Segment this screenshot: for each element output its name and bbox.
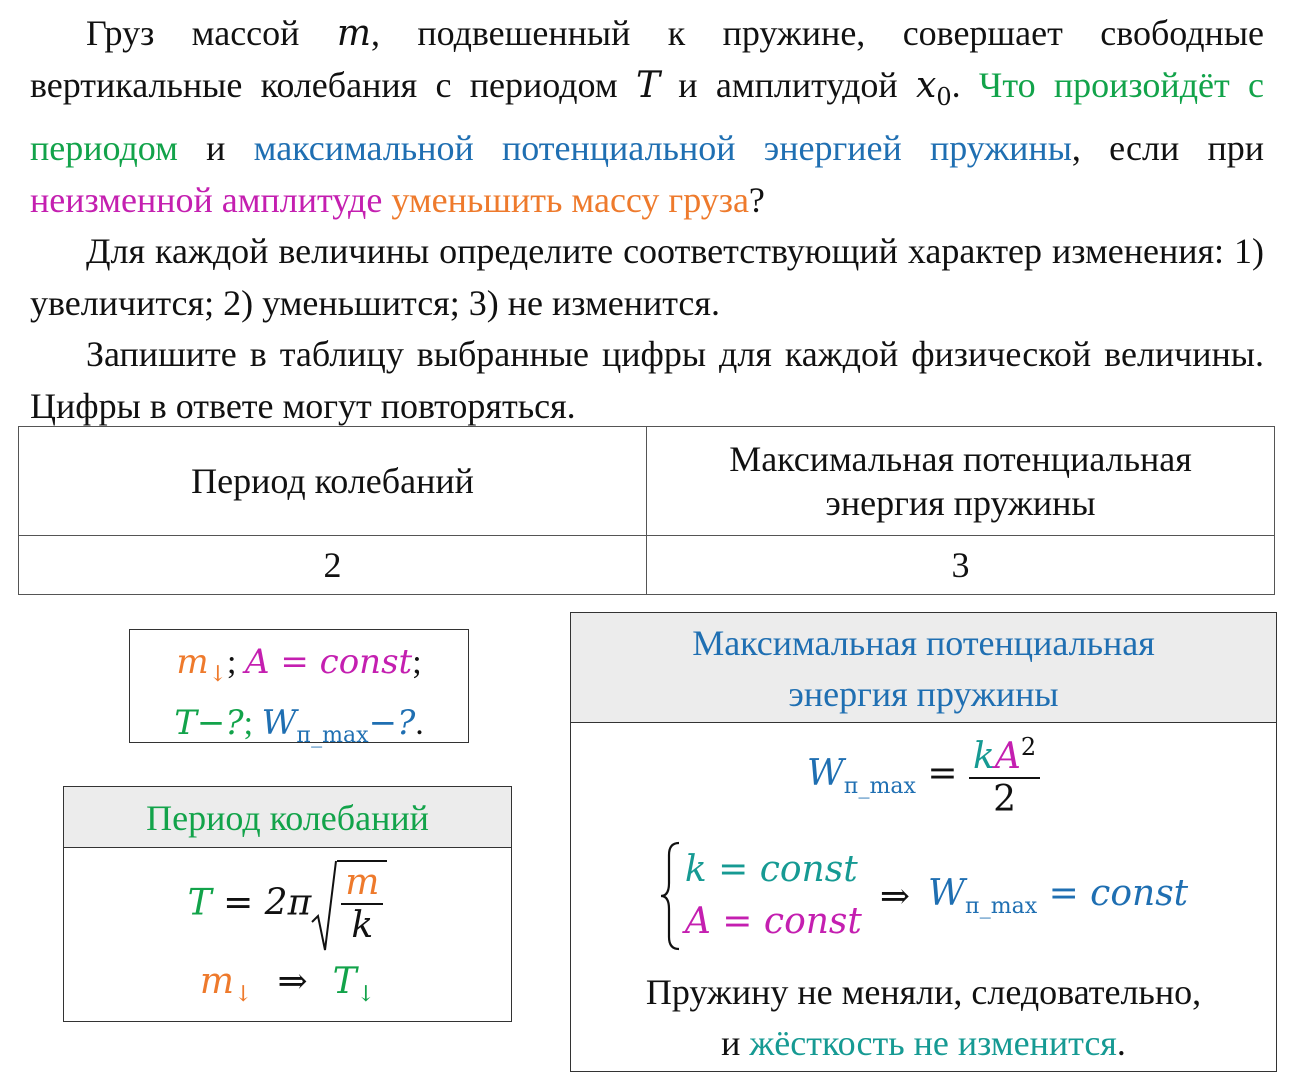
given-energy-unknown: [261, 702, 416, 748]
conclusion-line2: [571, 1018, 1276, 1069]
mass-symbol: m: [336, 13, 371, 54]
left-brace-icon: [659, 841, 681, 951]
energy-base: W: [928, 872, 966, 914]
text-segment: , если при: [1071, 128, 1265, 169]
answer-table: [18, 426, 1275, 595]
header-energy-line1: Максимальная потенциальная: [729, 439, 1192, 479]
header-energy: [647, 427, 1275, 536]
given-amplitude-const: A = const: [245, 642, 413, 682]
text-segment: [382, 180, 391, 220]
problem-paragraph-2: Для каждой величины определите соответствующий характер изменения: 1) увеличится; 2) уменьшится; 3) не изменится.: [30, 231, 1264, 323]
equals-sign: =: [915, 752, 970, 794]
table-row: [19, 536, 1275, 595]
two-pi: = 2π: [211, 882, 312, 924]
text-segment: ?: [748, 179, 765, 220]
energy-box-body: [571, 723, 1276, 1069]
implies-arrow-icon: ⇒: [879, 876, 911, 916]
implies-arrow-icon: ⇒: [277, 961, 308, 1001]
text-segment: Груз массой: [86, 13, 337, 53]
mass-over-stiffness: [341, 862, 383, 946]
table-header-row: [19, 427, 1275, 536]
energy-title-line1: Максимальная потенциальная: [692, 623, 1155, 663]
given-mass: [176, 642, 228, 687]
separator: ;: [243, 704, 262, 742]
energy-formula: [571, 733, 1276, 820]
sqrt-symbol: [311, 860, 387, 952]
energy-fraction: [969, 733, 1040, 820]
amplitude-symbol: A: [994, 736, 1021, 777]
amplitude-subscript: 0: [936, 82, 952, 111]
down-arrow-icon: ↓: [234, 982, 253, 1008]
text-segment: , подвешенный к пружине, совершает свободные вертикальные колебания с периодом: [30, 13, 1264, 105]
amplitude-symbol: [916, 64, 952, 111]
fraction-numerator: m: [345, 862, 380, 903]
period-decrease: [332, 961, 376, 1008]
energy-symbol: [806, 752, 916, 799]
energy-unknown-mark: −?: [368, 702, 416, 743]
fraction-denominator: 2: [969, 777, 1040, 820]
energy-subscript: п_max: [296, 722, 369, 748]
constants-system: [571, 841, 1276, 951]
condition-amplitude: неизменной амплитуде: [30, 179, 383, 220]
separator: ;: [227, 644, 245, 681]
separator: ;: [412, 644, 422, 681]
constants-list: [685, 844, 862, 948]
text-segment: .: [1116, 1023, 1126, 1063]
mass-decrease: [199, 961, 253, 1008]
problem-paragraph-3: Запишите в таблицу выбранные цифры для каждой физической величины. Цифры в ответе могут повторяться.: [30, 334, 1264, 426]
energy-symbol: W: [261, 702, 297, 743]
answer-period: 2: [19, 536, 647, 595]
given-period-unknown: T−?: [174, 702, 244, 743]
given-line-1: [130, 638, 468, 699]
stiffness-const: k = const: [684, 849, 858, 890]
energy-base: W: [806, 752, 844, 794]
energy-subscript: п_max: [843, 773, 916, 799]
period-formula: [64, 860, 511, 952]
exponent: 2: [1020, 733, 1037, 761]
period-conclusion: [64, 960, 511, 1007]
equals-const: = const: [1037, 872, 1189, 914]
energy-conclusion: [571, 967, 1276, 1069]
energy-box-title: [571, 613, 1276, 723]
text-segment: .: [951, 64, 979, 105]
fraction-denominator: k: [341, 903, 383, 946]
energy-title-line2: энергия пружины: [788, 674, 1059, 714]
fraction-numerator: [969, 733, 1040, 777]
radical-sign-icon: [311, 860, 337, 952]
down-arrow-icon: ↓: [208, 661, 228, 687]
amplitude-const: A = const: [684, 901, 862, 942]
energy-subscript: п_max: [965, 894, 1038, 920]
problem-text: [30, 8, 1264, 432]
question-period: Что произойдёт с периодом: [30, 64, 1265, 169]
answer-energy: 3: [647, 536, 1275, 595]
period-solution-box: [63, 786, 512, 1022]
given-line-2: [130, 699, 468, 760]
text-segment: и: [177, 128, 254, 169]
period-box-body: [64, 848, 511, 1020]
radicand: [337, 860, 387, 952]
header-energy-line2: энергия пружины: [825, 483, 1096, 523]
text-segment: и амплитудой: [659, 64, 917, 105]
given-box: [129, 629, 469, 748]
energy-const: [928, 873, 1188, 919]
energy-solution-box: [570, 612, 1277, 1072]
question-energy: максимальной потенциальной энергией пружины: [253, 128, 1072, 169]
condition-mass: уменьшить массу груза: [391, 179, 749, 220]
given-mass-symbol: m: [176, 642, 209, 682]
down-arrow-icon: ↓: [356, 982, 376, 1008]
separator: .: [415, 704, 424, 742]
period-symbol: T: [332, 961, 357, 1002]
problem-paragraph-1: [30, 8, 1264, 226]
period-symbol: T: [635, 64, 660, 106]
text-segment: и: [721, 1023, 750, 1063]
stiffness-symbol: k: [973, 736, 995, 777]
mass-symbol: m: [199, 961, 235, 1002]
period-symbol: T: [187, 882, 212, 924]
amplitude-base: x: [916, 64, 937, 106]
stiffness-unchanged: жёсткость не изменится: [749, 1023, 1117, 1063]
header-period: Период колебаний: [19, 427, 647, 536]
period-box-title: Период колебаний: [64, 787, 511, 848]
conclusion-line1: Пружину не меняли, следовательно,: [645, 972, 1202, 1012]
